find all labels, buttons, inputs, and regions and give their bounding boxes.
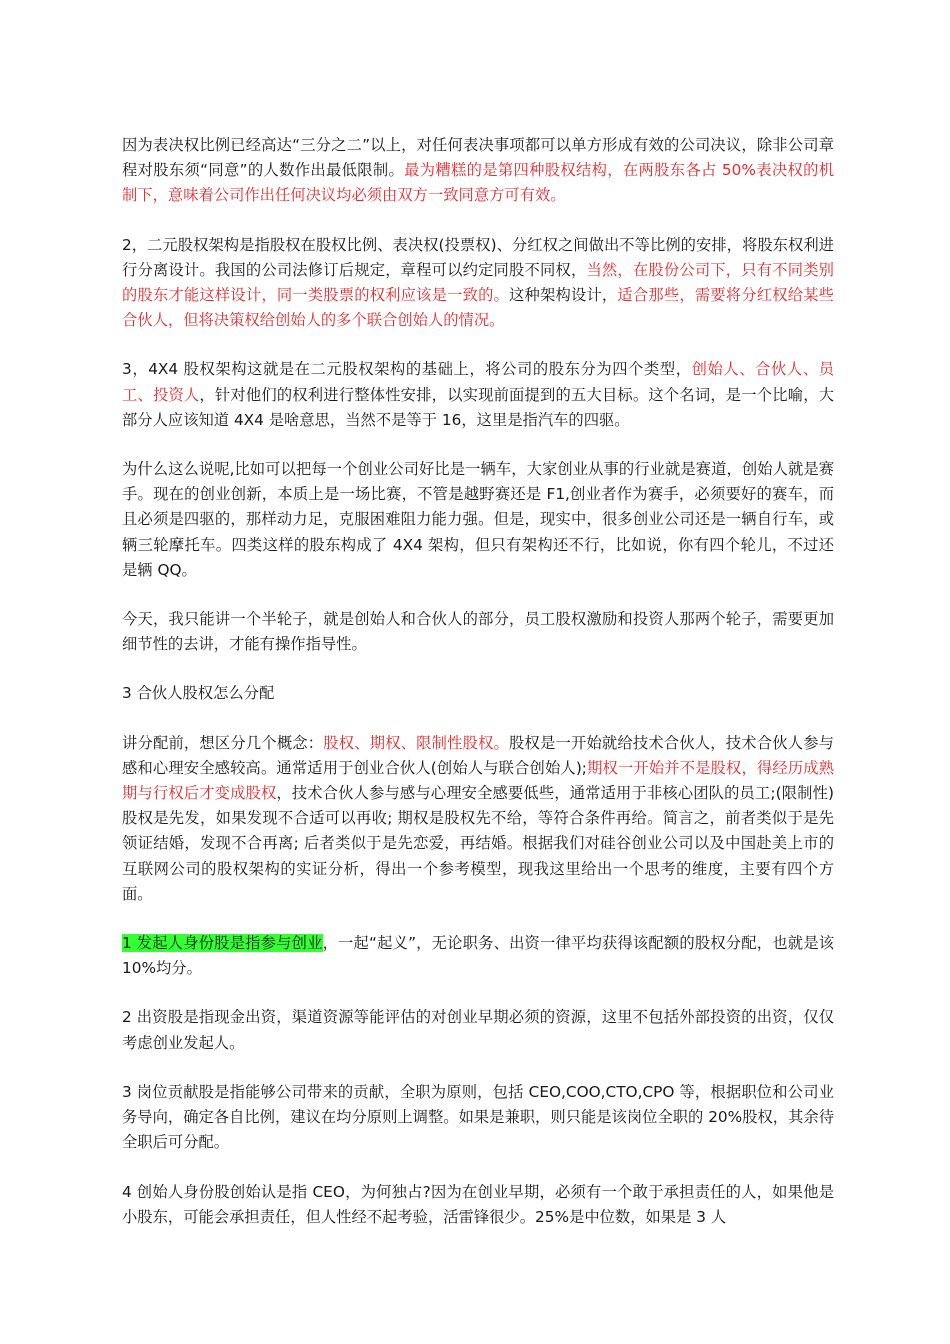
text-run: 股权是一开始就给技术合伙人，技术合伙人参与感和心理安全感较高。通常适用于创业合伙人(创始人与联合创始人); — [122, 733, 834, 777]
text-run: ，针对他们的权利进行整体性安排，以实现前面提到的五大目标。这个名词，是一个比喻，大部分人应该知道 4X4 是啥意思，当然不是等于 16，这里是指汽车的四驱。 — [122, 385, 834, 429]
heading-text: 3 合伙人股权怎么分配 — [122, 684, 275, 703]
paragraph-ceo-identity-shares — [122, 1180, 834, 1230]
paragraph-capital-shares — [122, 1005, 834, 1055]
paragraph-equity-concepts — [122, 731, 834, 907]
paragraph-car-analogy — [122, 457, 834, 583]
emphasis-red-text: 适合那些，需要将分红权给某些合伙人，但将决策权给创始人的多个联合创始人的情况。 — [122, 286, 834, 330]
paragraph-voting-rights — [122, 133, 834, 209]
text-run: 2 出资股是指现金出资，渠道资源等能评估的对创业早期必须的资源，这里不包括外部投资的出资，仅仅考虑创业发起人。 — [122, 1008, 834, 1052]
emphasis-red-text: 期权一开始并不是股权，得经历成熟期与行权后才变成股权 — [122, 758, 834, 803]
emphasis-red-text: 创始人、合伙人、员工、投资人 — [122, 360, 834, 404]
text-run: 2，二元股权架构是指股权在股权比例、表决权(投票权)、分红权之间做出不等比例的安排，将股东权利进行分离设计。我国的公司法修订后规定，章程可以约定同股不同权， — [122, 235, 834, 279]
paragraph-founder-identity-shares — [122, 931, 834, 981]
text-run: 因为表决权比例已经高达“三分之二”以上，对任何表决事项都可以单方形成有效的公司决议，除非公司章程对股东须“同意”的人数作出最低限制。 — [122, 136, 834, 180]
text-run: 为什么这么说呢,比如可以把每一个创业公司好比是一辆车，大家创业从事的行业就是赛道，创始人就是赛手。现在的创业创新，本质上是一场比赛，不管是越野赛还是 F1,创业者作为赛手，必须要好的赛车，而且必须是四驱的，那样动力足，克服困难阻力能力强。但是，现实中，很多创业公司还是一辆自行车，或辆三轮摩托车。四类这样的股东构成了 4X4 架构，但只有架构还不行，比如说，你有四个轮儿，不过还是辆 QQ。 — [122, 460, 834, 579]
text-run: 这种架构设计， — [509, 286, 618, 305]
section-heading-partner-equity — [122, 681, 834, 706]
paragraph-4x4-structure — [122, 357, 834, 433]
document-page — [122, 133, 834, 1254]
paragraph-dual-class-structure — [122, 233, 834, 334]
paragraph-one-and-half-wheels — [122, 607, 834, 657]
text-run: 今天，我只能讲一个半轮子，就是创始人和合伙人的部分，员工股权激励和投资人那两个轮子，需要更加细节性的去讲，才能有操作指导性。 — [122, 610, 834, 654]
text-run: 3，4X4 股权架构这就是在二元股权架构的基础上，将公司的股东分为四个类型， — [122, 360, 692, 379]
text-run: 4 创始人身份股创始认是指 CEO，为何独占?因为在创业早期，必须有一个敢于承担责任的人，如果他是小股东，可能会承担责任，但人性经不起考验，活雷锋很少。25%是中位数，如果是 3 人 — [122, 1182, 834, 1226]
text-run: 讲分配前，想区分几个概念： — [122, 733, 324, 752]
paragraph-position-contribution-shares — [122, 1080, 834, 1156]
emphasis-red-text: 当然，在股份公司下，只有不同类别的股东才能这样设计，同一类股票的权利应该是一致的。 — [122, 260, 834, 305]
text-run: 3 岗位贡献股是指能够公司带来的贡献，全职为原则，包括 CEO,COO,CTO,CPO 等，根据职位和公司业务导向，确定各自比例，建议在均分原则上调整。如果是兼职，则只能是该岗位全职的 20%股权，其余待全职后可分配。 — [122, 1082, 834, 1152]
highlighted-text: 1 发起人身份股是指参与创业 — [122, 934, 323, 953]
text-run: ，一起“起义”，无论职务、出资一律平均获得该配额的股权分配，也就是该 10%均分。 — [122, 934, 834, 978]
text-run: ，技术合伙人参与感与心理安全感要低些，通常适用于非核心团队的员工;(限制性)股权是先发，如果发现不合适可以再收; 期权是股权先不给，等符合条件再给。简言之，前者类似于是先领证结婚，发现不合再离; 后者类似于是先恋爱，再结婚。根据我们对硅谷创业公司以及中国赴美上市的互联网公司的股权架构的实证分析，得出一个参考模型，现我这里给出一个思考的维度，主要有四个方面。 — [122, 784, 834, 903]
emphasis-red-text: 最为糟糕的是第四种股权结构，在两股东各占 50%表决权的机制下，意味着公司作出任何决议均必须由双方一致同意方可有效。 — [122, 161, 834, 205]
emphasis-red-text: 股权、期权、限制性股权。 — [323, 733, 510, 752]
